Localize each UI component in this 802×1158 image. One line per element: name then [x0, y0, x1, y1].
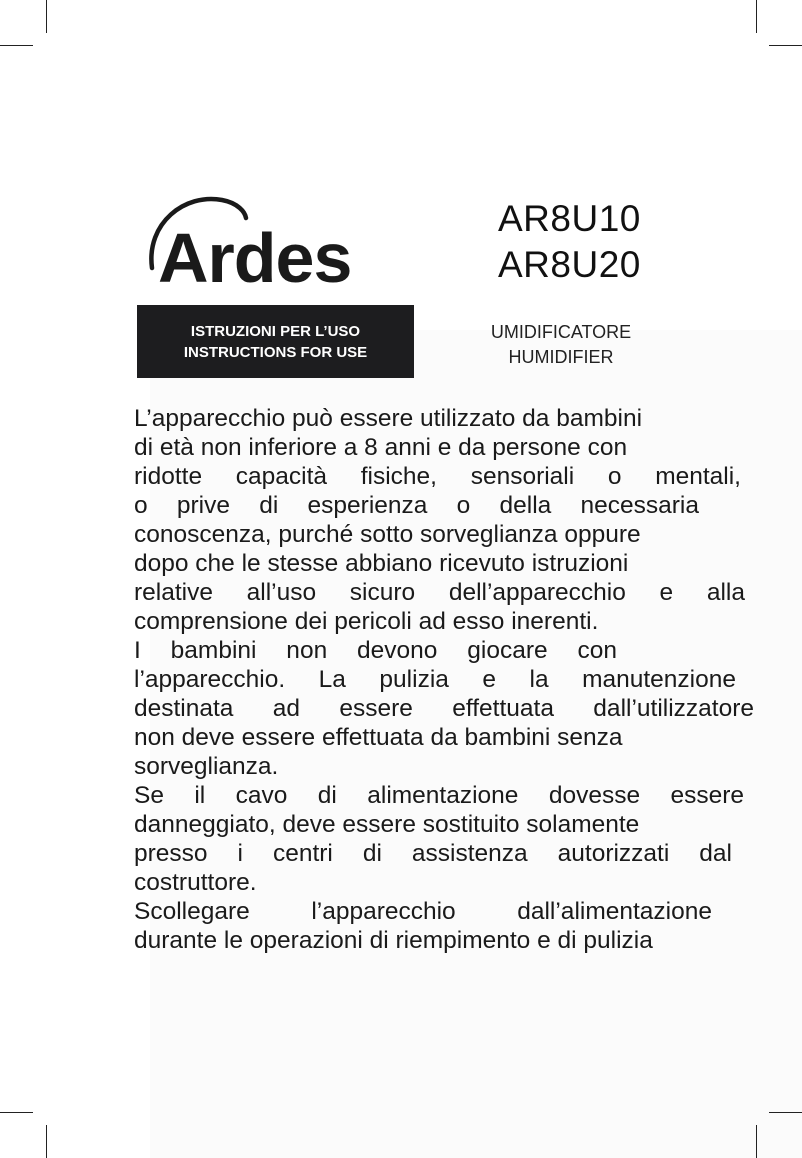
safety-line: conoscenza, purché sotto sorveglianza oppure [134, 521, 641, 548]
safety-line: di età non inferiore a 8 anni e da persone con [134, 434, 628, 461]
safety-line: non deve essere effettuata da bambini senza [134, 724, 623, 751]
safety-line: dopo che le stesse abbiano ricevuto istruzioni [134, 550, 629, 577]
product-type-english: HUMIDIFIER [508, 347, 614, 367]
crop-mark-bottom-right-h [769, 1112, 802, 1113]
crop-mark-top-right-v [756, 0, 757, 33]
instructions-banner [137, 305, 414, 378]
safety-line: comprensione dei pericoli ad esso inerenti. [134, 608, 599, 635]
safety-line: I bambini non devono giocare con [134, 637, 617, 664]
safety-line: L’apparecchio può essere utilizzato da bambini [134, 405, 643, 432]
crop-mark-bottom-right-v [756, 1125, 757, 1158]
safety-line: Se il cavo di alimentazione dovesse essere [134, 782, 744, 809]
safety-line: durante le operazioni di riempimento e di pulizia [134, 927, 653, 954]
safety-line: l’apparecchio. La pulizia e la manutenzione [134, 666, 736, 693]
safety-line: ridotte capacità fisiche, sensoriali o mentali, [134, 463, 741, 490]
ardes-logo-graphic [140, 188, 380, 293]
safety-line: sorveglianza. [134, 753, 279, 780]
banner-line-italian: ISTRUZIONI PER L’USO [190, 322, 361, 340]
safety-line: relative all’uso sicuro dell’apparecchio e alla [134, 579, 745, 606]
svg-text:Ardes: Ardes [158, 219, 352, 293]
crop-mark-top-left-h [0, 45, 33, 46]
ardes-logo [140, 188, 380, 293]
safety-line: o prive di esperienza o della necessaria [134, 492, 699, 519]
banner-line-english: INSTRUCTIONS FOR USE [183, 343, 368, 361]
crop-mark-bottom-left-v [46, 1125, 47, 1158]
safety-line: costruttore. [134, 869, 257, 896]
safety-line: Scollegare l’apparecchio dall’alimentazione [134, 898, 712, 925]
crop-mark-top-left-v [46, 0, 47, 33]
model-number-2: AR8U20 [498, 244, 641, 285]
safety-line: presso i centri di assistenza autorizzati dal [134, 840, 732, 867]
safety-line: destinata ad essere effettuata dall’utilizzatore [134, 695, 754, 722]
product-type-italian: UMIDIFICATORE [490, 322, 632, 342]
model-number-1: AR8U10 [498, 198, 641, 239]
product-type [470, 320, 652, 370]
safety-line: danneggiato, deve essere sostituito solamente [134, 811, 640, 838]
crop-mark-top-right-h [769, 45, 802, 46]
crop-mark-bottom-left-h [0, 1112, 33, 1113]
safety-notice [134, 404, 759, 955]
